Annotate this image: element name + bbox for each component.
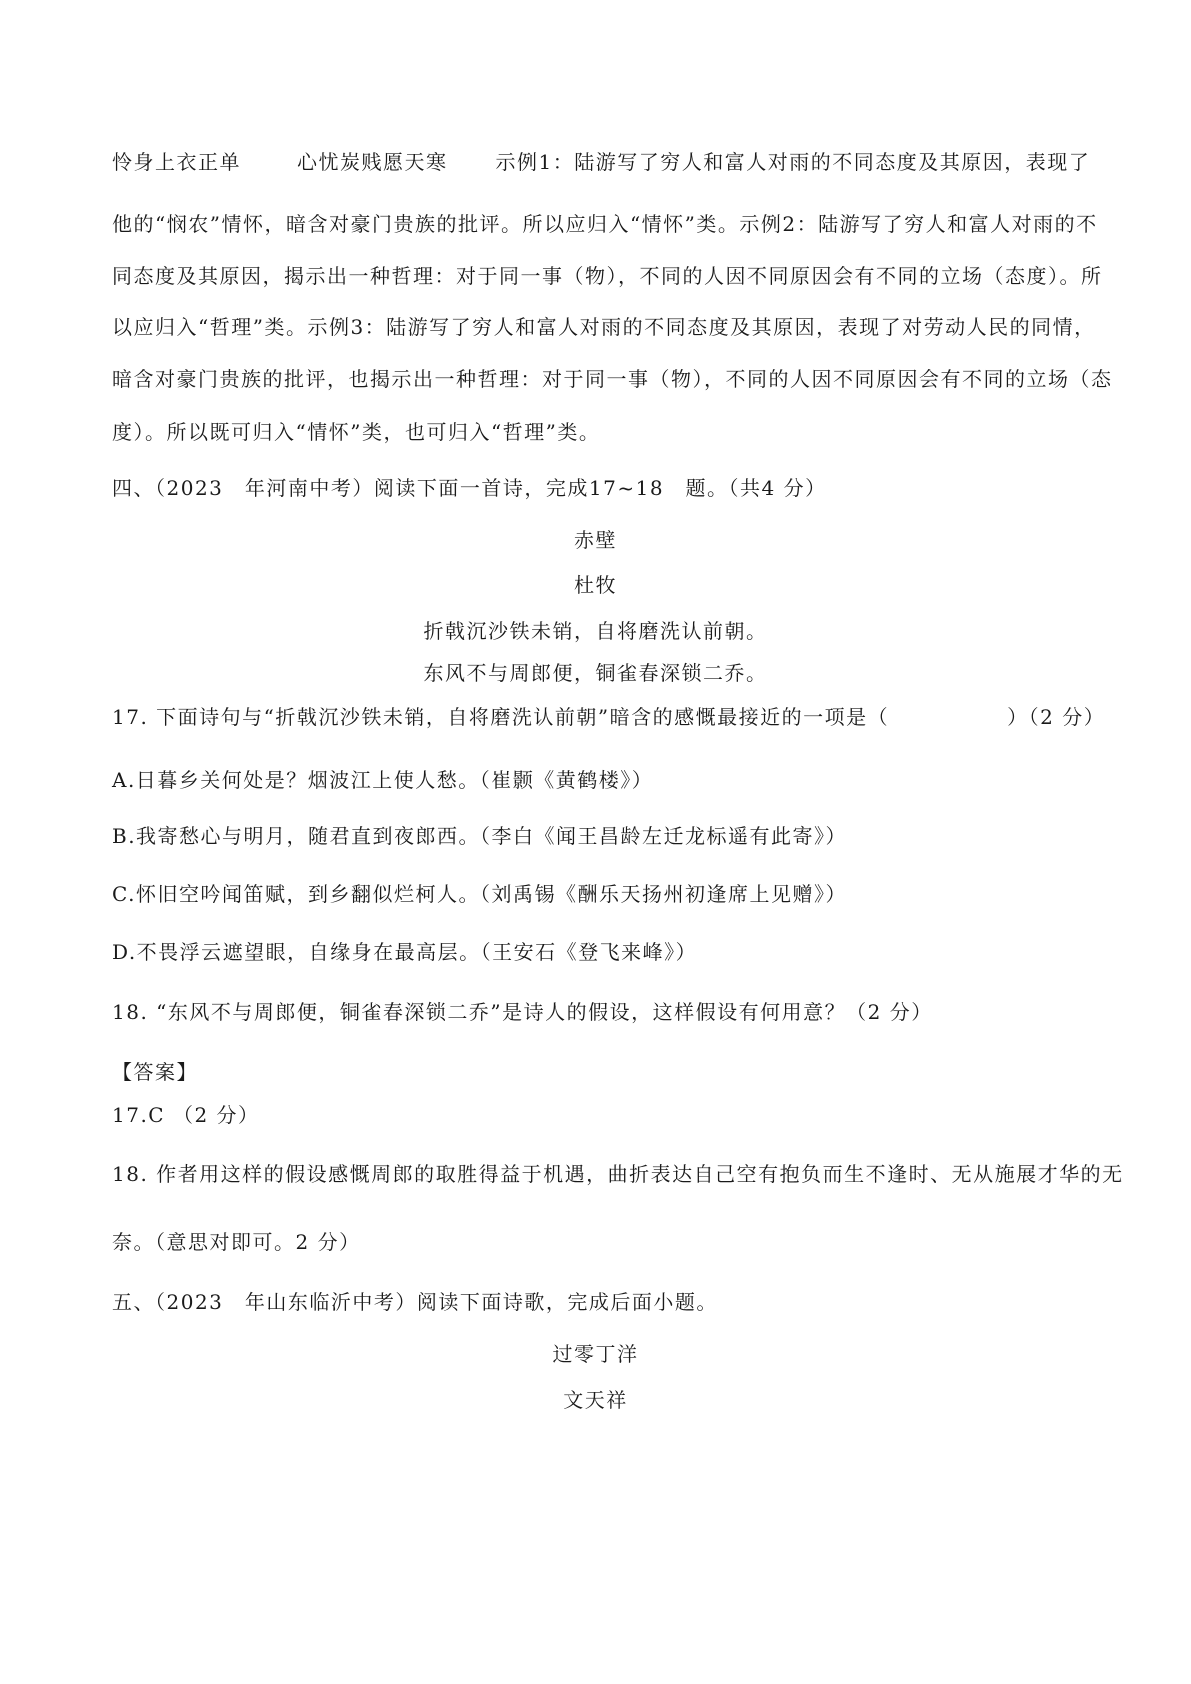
option-c: C.怀旧空吟闻笛赋，到乡翻似烂柯人。（刘禹锡《酬乐天扬州初逢席上见赠》）: [112, 882, 847, 906]
section-heading-5: 五、（2023 年山东临沂中考）阅读下面诗歌，完成后面小题。: [112, 1290, 718, 1314]
text-line-5: 暗含对豪门贵族的批评，也揭示出一种哲理：对于同一事（物），不同的人因不同原因会有不同的立场（态: [112, 367, 1113, 391]
question-17-score: ）（2 分）: [1007, 705, 1106, 729]
question-17: [112, 703, 1106, 731]
text-line-3: 同态度及其原因，揭示出一种哲理：对于同一事（物），不同的人因不同原因会有不同的立场（态度）。所: [112, 264, 1103, 288]
poem-title: 赤壁: [574, 528, 617, 552]
poem-author-2: 文天祥: [563, 1388, 628, 1412]
poem-title-2: 过零丁洋: [552, 1342, 639, 1366]
option-a: A.日暮乡关何处是？烟波江上使人愁。（崔颢《黄鹤楼》）: [112, 768, 654, 792]
text-line-4: 以应归入“哲理”类。示例3：陆游写了穷人和富人对雨的不同态度及其原因，表现了对劳动人民的同情，: [112, 315, 1096, 339]
answer-label: 【答案】: [112, 1060, 198, 1084]
quote-fragment-2: 心忧炭贱愿天寒: [297, 150, 448, 174]
text-line-2: 他的“悯农”情怀，暗含对豪门贵族的批评。所以应归入“情怀”类。示例2：陆游写了穷人和富人对雨的不: [112, 212, 1098, 236]
example-text: 示例1：陆游写了穷人和富人对雨的不同态度及其原因，表现了: [495, 150, 1091, 174]
answer-18-line-1: 18. 作者用这样的假设感慨周郎的取胜得益于机遇，曲折表达自己空有抱负而生不逢时、无从施展才华的无: [112, 1162, 1124, 1186]
quote-fragment-1: 怜身上衣正单: [112, 150, 241, 174]
section-heading-4: 四、（2023 年河南中考）阅读下面一首诗，完成17~18 题。（共4 分）: [112, 476, 827, 500]
poem-line-2: 东风不与周郎便，铜雀春深锁二乔。: [423, 661, 768, 685]
question-17-text: 17. 下面诗句与“折戟沉沙铁未销，自将磨洗认前朝”暗含的感慨最接近的一项是（: [112, 705, 890, 729]
poem-line-1: 折戟沉沙铁未销，自将磨洗认前朝。: [423, 619, 768, 643]
answer-18-line-2: 奈。（意思对即可。2 分）: [112, 1230, 361, 1254]
option-b: B.我寄愁心与明月，随君直到夜郎西。（李白《闻王昌龄左迁龙标遥有此寄》）: [112, 824, 848, 848]
text-line-6: 度）。所以既可归入“情怀”类，也可归入“哲理”类。: [112, 420, 601, 444]
text-line-1: [112, 148, 1092, 176]
answer-17: 17.C （2 分）: [112, 1103, 260, 1127]
option-d: D.不畏浮云遮望眼，自缘身在最高层。（王安石《登飞来峰》）: [112, 940, 698, 964]
poem-author: 杜牧: [574, 573, 617, 597]
question-18: 18. “东风不与周郎便，铜雀春深锁二乔”是诗人的假设，这样假设有何用意？（2 分）: [112, 1000, 933, 1024]
